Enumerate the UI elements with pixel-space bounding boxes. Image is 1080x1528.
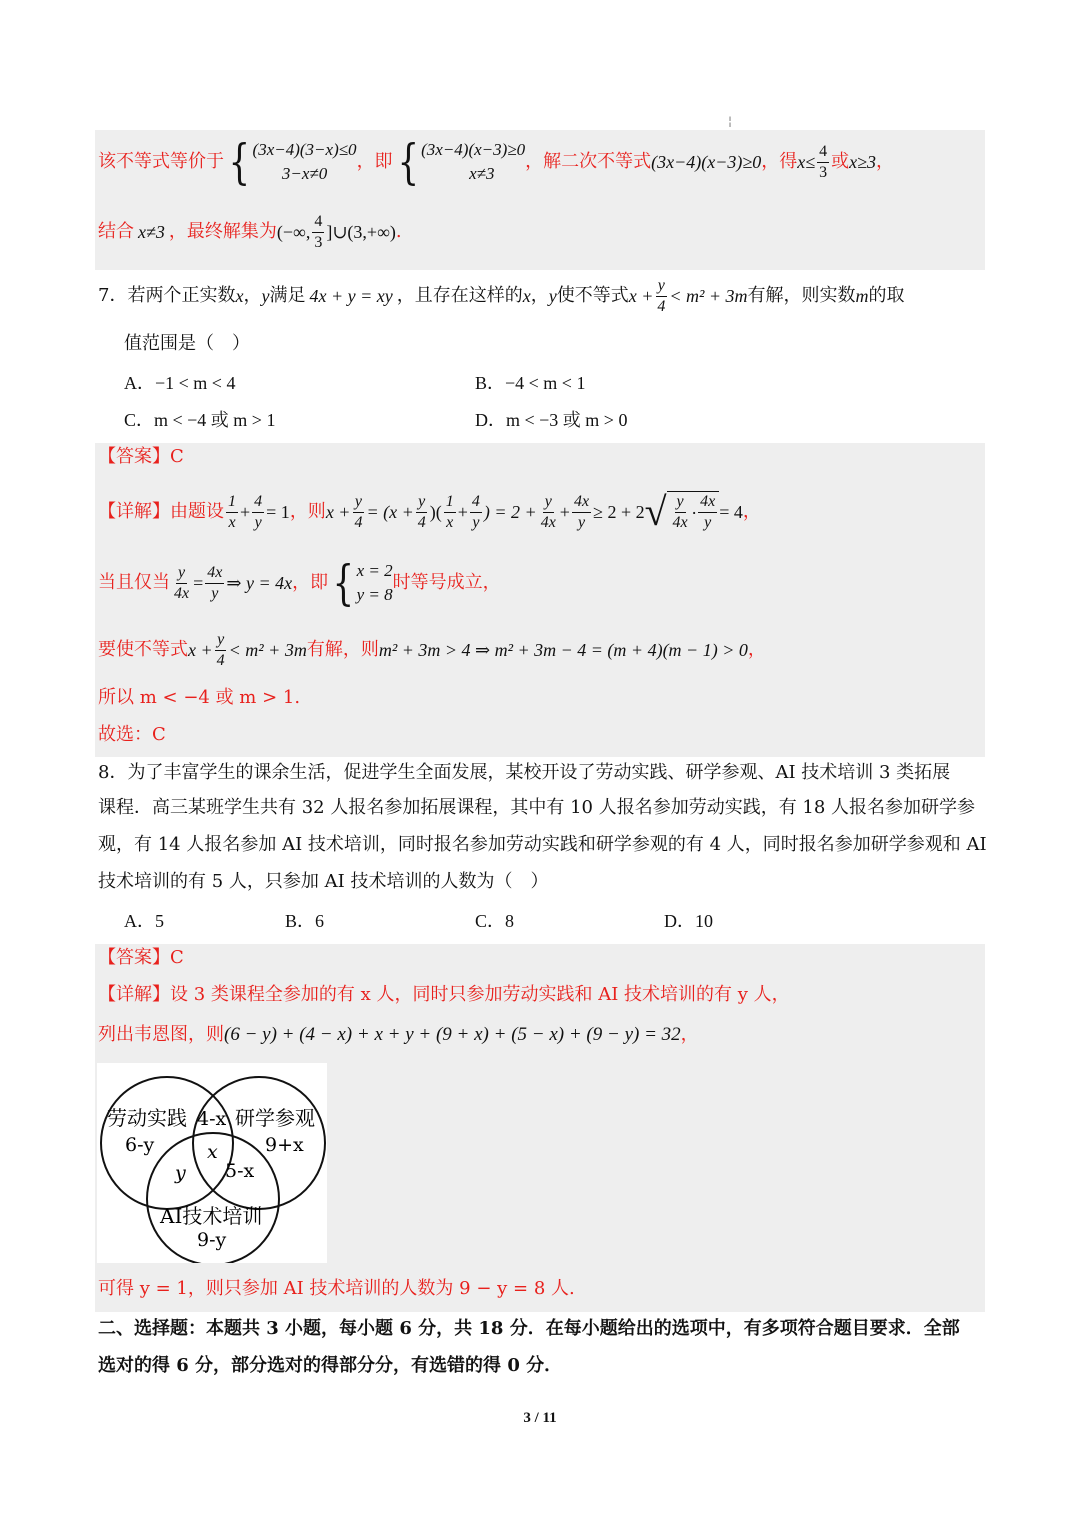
numerator: 4x: [205, 563, 224, 584]
brace: {: [397, 134, 419, 190]
denominator: 4: [417, 513, 426, 531]
q7-stem-line-1: [98, 272, 905, 320]
math: ) = 2 +: [483, 502, 537, 522]
math: ]∪(3,+∞): [326, 222, 396, 242]
math: +: [457, 502, 468, 522]
header-mark: ¦: [728, 114, 733, 128]
q8-option-d: D．10: [664, 911, 713, 931]
text: .: [395, 221, 402, 242]
prev-solution-line-1: [98, 136, 894, 188]
math: +: [559, 502, 570, 522]
text: 有解，则实数: [747, 285, 856, 306]
numerator: 4: [817, 142, 829, 163]
fraction: [226, 492, 238, 533]
q7-option-d: D．m < −3 或 m > 0: [475, 410, 628, 430]
venn-research-ai: 5-x: [225, 1160, 255, 1182]
math: = 4: [719, 502, 743, 522]
venn-labor-only: 6-y: [125, 1134, 155, 1156]
q7-stem-line-2: 值范围是（ ）: [124, 333, 250, 354]
denominator: 4: [216, 651, 225, 669]
q8-answer: 【答案】C: [98, 947, 184, 968]
fraction: [172, 563, 191, 604]
denominator: 4: [354, 513, 363, 531]
denominator: y: [577, 513, 586, 531]
q7-detail-line-1: [98, 484, 761, 540]
text: 或: [831, 151, 850, 172]
text: 该不等式等价于: [98, 151, 224, 172]
venn-ai-only: 9-y: [197, 1229, 227, 1251]
system-row: 3−x≠0: [281, 164, 328, 183]
denominator: y: [472, 513, 480, 531]
math: y: [548, 286, 557, 306]
numerator: 1: [226, 492, 238, 513]
denominator: 3: [314, 233, 323, 251]
page-number: 3 / 11: [523, 1410, 557, 1426]
q8-stem-line-1: 8．为了丰富学生的课余生活，促进学生全面发展，某校开设了劳动实践、研学参观、AI 技术培训 3 类拓展: [98, 762, 951, 783]
math: ·: [691, 502, 697, 523]
fraction: [312, 212, 324, 253]
venn-research-only: 9+x: [265, 1134, 304, 1156]
math: 4x + y = xy: [309, 286, 393, 306]
system-1: [253, 138, 357, 186]
denominator: x: [228, 513, 236, 531]
text: 时等号成立，: [392, 572, 501, 593]
text: ，得: [761, 151, 798, 172]
system: [357, 559, 393, 607]
denominator: 4x: [672, 514, 688, 531]
fraction: [698, 492, 717, 533]
text: 7．若两个正实数: [98, 285, 236, 306]
text: 的取: [868, 285, 905, 306]
q7-option-b: B．−4 < m < 1: [475, 373, 586, 393]
section2-line-1: 二、选择题：本题共 3 小题，每小题 6 分，共 18 分．在每小题给出的选项中，有多项符合题目要求．全部: [98, 1318, 960, 1339]
numerator: y: [416, 492, 427, 513]
text: 列出韦恩图，则: [98, 1024, 224, 1045]
q7-detail-line-3: [98, 626, 766, 674]
q8-stem-line-3: 观，有 14 人报名参加 AI 技术培训，同时报名参加劳动实践和研学参观的有 4 人，同时报名参加研学参观和 AI: [98, 834, 987, 855]
text: 有解，则: [306, 639, 379, 660]
venn-label-research: 研学参观: [235, 1106, 315, 1130]
venn-labor-ai: y: [175, 1162, 186, 1184]
math: (6 − y) + (4 − x) + x + y + (9 + x) + (5 − x) + (9 − y) = 32: [224, 1024, 681, 1045]
q8-option-c: C．8: [475, 911, 515, 931]
fraction: [470, 492, 482, 533]
fraction: [416, 492, 428, 533]
q7-option-c: C．m < −4 或 m > 1: [124, 410, 276, 430]
fraction: [444, 492, 456, 533]
numerator: y: [675, 492, 686, 513]
math: ≥ 2 + 2: [593, 502, 645, 522]
math: (3x−4)(x−3)≥0: [651, 152, 762, 172]
text: ，即: [292, 572, 329, 593]
math: ⇒ y = 4x: [226, 573, 293, 593]
numerator: 4: [312, 212, 324, 233]
fraction: [655, 276, 667, 317]
q7-option-a: A．−1 < m < 4: [124, 373, 236, 393]
q8-detail-line-2: [98, 1020, 699, 1050]
numerator: y: [353, 492, 364, 513]
text: ，: [747, 639, 766, 660]
prev-solution-line-2: [98, 206, 402, 258]
system-row: y = 8: [356, 585, 393, 604]
text: ，: [876, 151, 895, 172]
system-row: (3x−4)(x−3)≥0: [421, 140, 526, 159]
text: 使不等式: [556, 285, 629, 306]
text: ，: [530, 285, 549, 306]
math: x≥3: [849, 152, 877, 172]
section2-line-2: 选对的得 6 分，部分选对的得部分分，有选错的得 0 分．: [98, 1355, 563, 1376]
denominator: y: [254, 513, 262, 531]
text: ，: [243, 285, 262, 306]
q8-stem-line-4: 技术培训的有 5 人，只参加 AI 技术培训的人数为（ ）: [98, 871, 549, 892]
brace: {: [332, 555, 355, 611]
numerator: y: [176, 563, 187, 584]
text: 【详解】由题设: [98, 501, 224, 522]
text: ，: [742, 501, 761, 522]
text: 满足: [269, 285, 306, 306]
denominator: y: [211, 584, 219, 602]
system-row: x = 2: [356, 561, 393, 580]
math: x: [522, 286, 531, 306]
denominator: 4: [657, 297, 666, 315]
math: =: [193, 573, 204, 593]
text: 当且仅当: [98, 572, 170, 593]
numerator: 4x: [698, 492, 717, 513]
fraction: [215, 630, 227, 671]
text: ，则: [289, 501, 326, 522]
radical-sign: √: [644, 489, 667, 534]
math: x +: [325, 502, 351, 522]
numerator: y: [656, 276, 667, 297]
venn-svg: [97, 1063, 327, 1263]
math: x +: [188, 640, 213, 660]
numerator: 4: [470, 492, 482, 513]
fraction: [352, 492, 364, 533]
text: ，即: [356, 151, 393, 172]
venn-center: x: [207, 1141, 218, 1163]
denominator: 4x: [540, 513, 556, 531]
denominator: 4x: [174, 584, 190, 602]
numerator: 4x: [572, 492, 591, 513]
math: x≠3: [138, 222, 165, 242]
text: ，解二次不等式: [525, 151, 652, 172]
text: ，最终解集为: [168, 221, 277, 242]
q7-detail-line-5: 故选：C: [98, 724, 166, 745]
venn-diagram: [97, 1063, 327, 1263]
math: = 1: [266, 502, 290, 522]
numerator: 4: [252, 492, 264, 513]
q8-option-a: A．5: [124, 911, 164, 931]
math: x: [235, 286, 244, 306]
q8-stem-line-2: 课程．高三某班学生共有 32 人报名参加拓展课程，其中有 10 人报名参加劳动实践，有 18 人报名参加研学参: [98, 797, 976, 818]
math: = (x +: [366, 502, 414, 522]
math: )(: [429, 502, 442, 522]
math: y: [261, 286, 270, 306]
math: < m² + 3m: [669, 286, 748, 306]
text: 要使不等式: [98, 639, 188, 660]
text: ，: [680, 1024, 699, 1045]
fraction: [671, 492, 690, 533]
numerator: y: [543, 492, 554, 513]
q8-option-b: B．6: [285, 911, 325, 931]
math: x +: [628, 286, 654, 306]
q8-detail-line-1: 【详解】设 3 类课程全参加的有 x 人，同时只参加劳动实践和 AI 技术培训的有 y 人，: [98, 984, 790, 1005]
fraction: [539, 492, 558, 533]
text: 结合: [98, 221, 134, 242]
math: < m² + 3m: [228, 640, 307, 660]
fraction: [572, 492, 591, 533]
math: +: [240, 502, 251, 522]
fraction: [817, 142, 829, 183]
system-row: x≠3: [469, 164, 495, 183]
numerator: 1: [444, 492, 456, 513]
square-root: [645, 491, 720, 533]
denominator: y: [704, 514, 712, 531]
numerator: y: [215, 630, 226, 651]
venn-labor-research: 4-x: [197, 1108, 227, 1130]
q7-detail-line-4: 所以 m < −4 或 m > 1.: [98, 687, 301, 708]
q8-conclusion: 可得 y = 1，则只参加 AI 技术培训的人数为 9 − y = 8 人.: [98, 1278, 575, 1299]
system-2: [421, 138, 525, 186]
math: x≤: [797, 152, 816, 172]
venn-label-labor: 劳动实践: [107, 1106, 187, 1130]
text: ，且存在这样的: [396, 285, 523, 306]
denominator: x: [446, 513, 454, 531]
denominator: 3: [819, 163, 828, 181]
fraction: [252, 492, 264, 533]
venn-label-ai: AI技术培训: [160, 1204, 263, 1228]
q7-answer: 【答案】C: [98, 446, 184, 467]
math: m² + 3m > 4 ⇒ m² + 3m − 4 = (m + 4)(m − 1) > 0: [378, 640, 748, 660]
math: m: [855, 286, 869, 306]
fraction: [205, 563, 224, 604]
math: (−∞,: [276, 222, 311, 242]
radicand: [667, 491, 720, 533]
q7-detail-line-2: [98, 556, 501, 610]
brace: {: [228, 134, 250, 190]
system-row: (3x−4)(3−x)≤0: [252, 140, 357, 159]
